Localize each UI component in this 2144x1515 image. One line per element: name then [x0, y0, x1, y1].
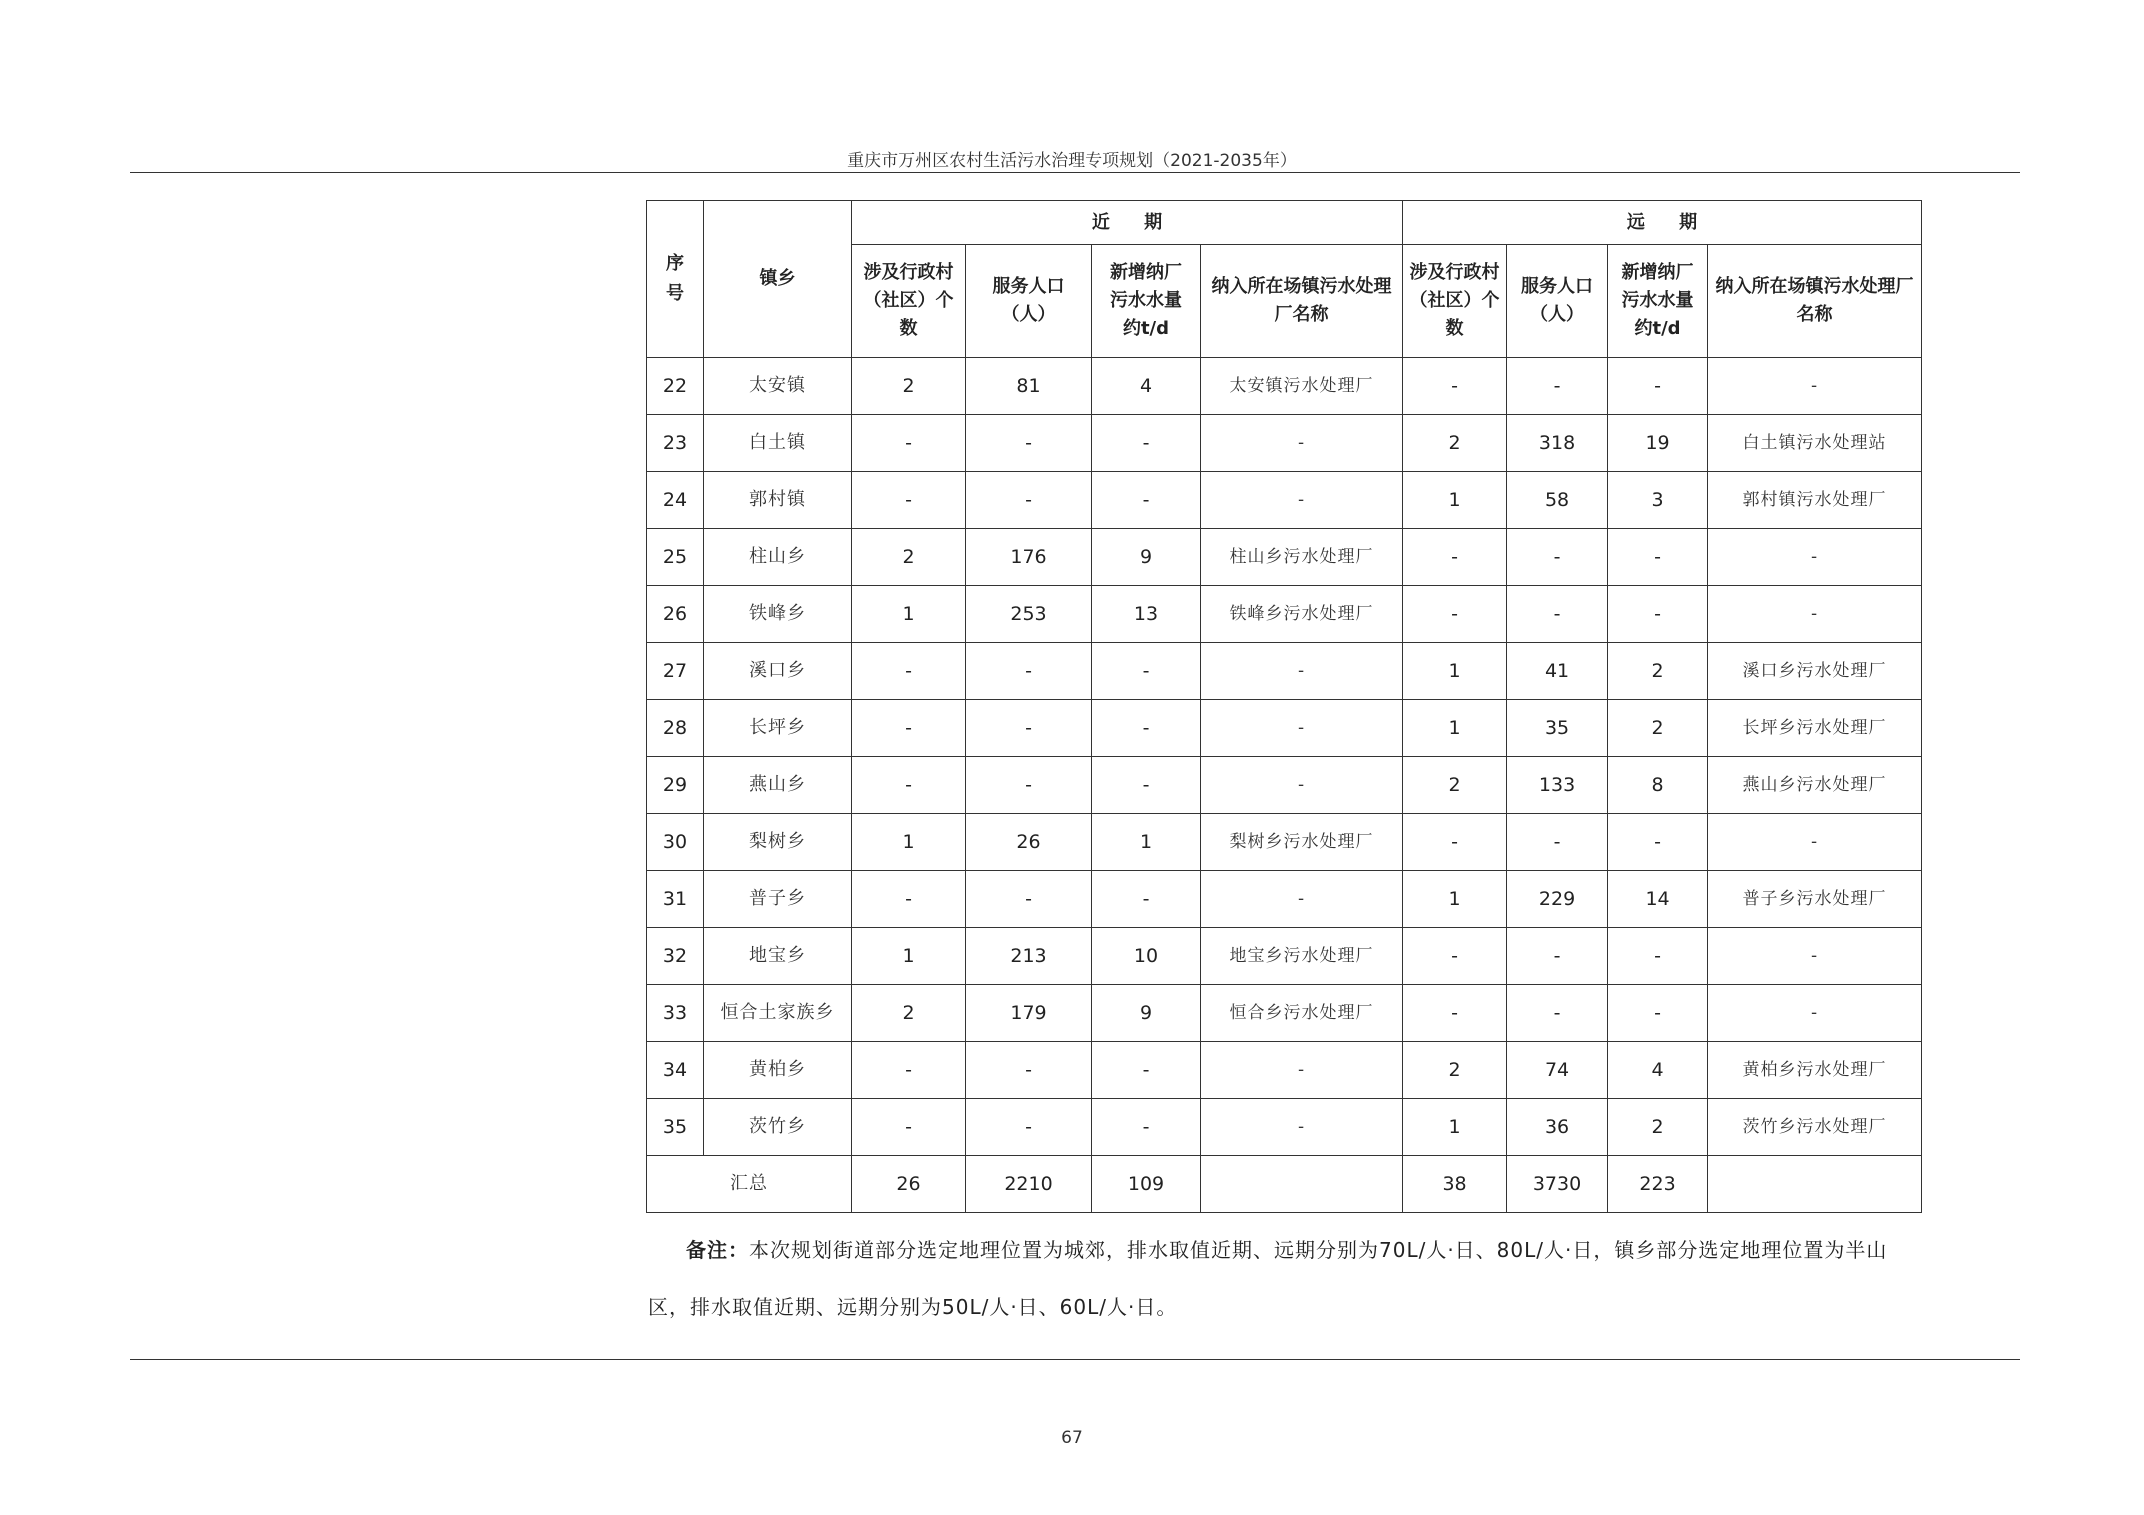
cell-far-villages: -: [1403, 529, 1507, 586]
summary-far-population: 3730: [1507, 1156, 1608, 1213]
document-header-title: 重庆市万州区农村生活污水治理专项规划（2021-2035年）: [847, 151, 1297, 171]
cell-near-villages: -: [852, 871, 966, 928]
cell-far-plant: -: [1708, 358, 1922, 415]
cell-far-plant: 郭村镇污水处理厂: [1708, 472, 1922, 529]
cell-near-water: -: [1092, 643, 1201, 700]
table-row: [647, 757, 1922, 814]
cell-near-plant: -: [1201, 472, 1403, 529]
cell-far-water: -: [1608, 529, 1708, 586]
cell-near-water: 9: [1092, 985, 1201, 1042]
cell-near-plant: -: [1201, 643, 1403, 700]
cell-near-population: -: [966, 757, 1092, 814]
cell-near-villages: -: [852, 643, 966, 700]
table-note: [648, 1222, 1918, 1336]
cell-near-villages: -: [852, 472, 966, 529]
note-label: 备注：: [686, 1238, 749, 1262]
cell-seq: 23: [647, 415, 704, 472]
cell-near-villages: -: [852, 415, 966, 472]
cell-near-plant: 恒合乡污水处理厂: [1201, 985, 1403, 1042]
table-row: [647, 985, 1922, 1042]
summary-far-water: 223: [1608, 1156, 1708, 1213]
cell-far-population: 318: [1507, 415, 1608, 472]
cell-town: 溪口乡: [704, 643, 852, 700]
cell-far-plant: 茨竹乡污水处理厂: [1708, 1099, 1922, 1156]
cell-seq: 35: [647, 1099, 704, 1156]
note-line-2: 区，排水取值近期、远期分别为50L/人·日、60L/人·日。: [648, 1295, 1178, 1319]
cell-near-population: -: [966, 643, 1092, 700]
cell-far-plant: -: [1708, 529, 1922, 586]
cell-far-villages: 1: [1403, 700, 1507, 757]
cell-far-population: -: [1507, 985, 1608, 1042]
col-header-far-plant: 纳入所在场镇污水处理厂名称: [1708, 245, 1922, 358]
cell-near-population: -: [966, 1099, 1092, 1156]
cell-seq: 24: [647, 472, 704, 529]
page-number: 67: [1061, 1428, 1083, 1448]
cell-near-water: -: [1092, 1042, 1201, 1099]
cell-near-plant: 柱山乡污水处理厂: [1201, 529, 1403, 586]
cell-far-villages: -: [1403, 358, 1507, 415]
summary-far-plant: [1708, 1156, 1922, 1213]
col-header-near-water: 新增纳厂污水水量约t/d: [1092, 245, 1201, 358]
cell-far-water: 19: [1608, 415, 1708, 472]
cell-far-villages: -: [1403, 928, 1507, 985]
cell-far-population: 58: [1507, 472, 1608, 529]
col-header-near-population: 服务人口（人）: [966, 245, 1092, 358]
cell-near-villages: 2: [852, 529, 966, 586]
cell-town: 恒合土家族乡: [704, 985, 852, 1042]
cell-near-villages: -: [852, 757, 966, 814]
cell-town: 铁峰乡: [704, 586, 852, 643]
col-header-far-villages: 涉及行政村（社区）个数: [1403, 245, 1507, 358]
summary-far-villages: 38: [1403, 1156, 1507, 1213]
cell-town: 长坪乡: [704, 700, 852, 757]
cell-far-population: -: [1507, 928, 1608, 985]
cell-far-population: -: [1507, 586, 1608, 643]
cell-town: 白土镇: [704, 415, 852, 472]
cell-far-water: -: [1608, 985, 1708, 1042]
cell-far-water: 4: [1608, 1042, 1708, 1099]
cell-far-population: 35: [1507, 700, 1608, 757]
cell-far-population: 229: [1507, 871, 1608, 928]
cell-far-population: 133: [1507, 757, 1608, 814]
cell-near-water: 9: [1092, 529, 1201, 586]
cell-far-villages: -: [1403, 985, 1507, 1042]
col-header-town: 镇乡: [704, 201, 852, 358]
cell-town: 普子乡: [704, 871, 852, 928]
cell-seq: 32: [647, 928, 704, 985]
note-line-1: 本次规划街道部分选定地理位置为城郊，排水取值近期、远期分别为70L/人·日、80L/人·日，镇乡部分选定地理位置为半山: [749, 1238, 1888, 1262]
cell-near-water: -: [1092, 1099, 1201, 1156]
cell-far-villages: 2: [1403, 757, 1507, 814]
cell-near-water: -: [1092, 700, 1201, 757]
cell-far-plant: 白土镇污水处理站: [1708, 415, 1922, 472]
table-row: [647, 586, 1922, 643]
cell-near-plant: -: [1201, 415, 1403, 472]
cell-near-villages: 1: [852, 586, 966, 643]
cell-far-plant: 燕山乡污水处理厂: [1708, 757, 1922, 814]
cell-far-population: -: [1507, 529, 1608, 586]
cell-far-villages: 1: [1403, 1099, 1507, 1156]
table-row: [647, 358, 1922, 415]
cell-far-villages: 2: [1403, 1042, 1507, 1099]
cell-town: 燕山乡: [704, 757, 852, 814]
cell-near-villages: 2: [852, 358, 966, 415]
cell-near-population: -: [966, 1042, 1092, 1099]
cell-town: 梨树乡: [704, 814, 852, 871]
cell-far-water: 2: [1608, 1099, 1708, 1156]
cell-far-villages: -: [1403, 814, 1507, 871]
cell-near-plant: -: [1201, 757, 1403, 814]
cell-far-plant: 黄柏乡污水处理厂: [1708, 1042, 1922, 1099]
cell-far-plant: 长坪乡污水处理厂: [1708, 700, 1922, 757]
cell-far-water: 8: [1608, 757, 1708, 814]
cell-near-water: -: [1092, 757, 1201, 814]
col-header-near-villages: 涉及行政村（社区）个数: [852, 245, 966, 358]
cell-town: 茨竹乡: [704, 1099, 852, 1156]
cell-far-water: -: [1608, 358, 1708, 415]
cell-near-population: 81: [966, 358, 1092, 415]
cell-near-water: 1: [1092, 814, 1201, 871]
cell-far-plant: -: [1708, 928, 1922, 985]
cell-far-water: 14: [1608, 871, 1708, 928]
col-header-far-water: 新增纳厂污水水量约t/d: [1608, 245, 1708, 358]
summary-near-water: 109: [1092, 1156, 1201, 1213]
cell-near-villages: 1: [852, 814, 966, 871]
cell-near-plant: -: [1201, 1042, 1403, 1099]
cell-town: 柱山乡: [704, 529, 852, 586]
cell-far-villages: 1: [1403, 643, 1507, 700]
col-header-seq: 序号: [647, 201, 704, 358]
cell-near-population: -: [966, 871, 1092, 928]
cell-far-plant: 溪口乡污水处理厂: [1708, 643, 1922, 700]
cell-near-villages: 2: [852, 985, 966, 1042]
summary-row: [647, 1156, 1922, 1213]
table-row: [647, 928, 1922, 985]
cell-near-plant: -: [1201, 700, 1403, 757]
col-header-far-population: 服务人口（人）: [1507, 245, 1608, 358]
cell-town: 地宝乡: [704, 928, 852, 985]
cell-far-plant: -: [1708, 586, 1922, 643]
table-row: [647, 1042, 1922, 1099]
cell-near-villages: -: [852, 700, 966, 757]
table-row: [647, 871, 1922, 928]
cell-far-water: -: [1608, 814, 1708, 871]
cell-far-population: -: [1507, 358, 1608, 415]
cell-near-population: 253: [966, 586, 1092, 643]
cell-near-population: -: [966, 700, 1092, 757]
cell-far-population: -: [1507, 814, 1608, 871]
cell-near-villages: 1: [852, 928, 966, 985]
cell-far-water: -: [1608, 586, 1708, 643]
cell-near-plant: 铁峰乡污水处理厂: [1201, 586, 1403, 643]
cell-far-population: 36: [1507, 1099, 1608, 1156]
cell-seq: 25: [647, 529, 704, 586]
group-header-long-term: 远 期: [1403, 201, 1922, 245]
cell-far-water: 2: [1608, 700, 1708, 757]
summary-near-plant: [1201, 1156, 1403, 1213]
cell-near-population: 176: [966, 529, 1092, 586]
cell-far-plant: -: [1708, 985, 1922, 1042]
cell-near-population: -: [966, 415, 1092, 472]
cell-near-water: 13: [1092, 586, 1201, 643]
cell-town: 太安镇: [704, 358, 852, 415]
header-rule: [130, 172, 2020, 173]
cell-town: 郭村镇: [704, 472, 852, 529]
cell-near-population: 26: [966, 814, 1092, 871]
table-row: [647, 472, 1922, 529]
cell-far-water: 3: [1608, 472, 1708, 529]
cell-near-water: -: [1092, 871, 1201, 928]
group-header-near-term: 近 期: [852, 201, 1403, 245]
cell-near-villages: -: [852, 1042, 966, 1099]
cell-seq: 33: [647, 985, 704, 1042]
cell-far-plant: 普子乡污水处理厂: [1708, 871, 1922, 928]
sewage-plan-table: [646, 200, 1922, 1213]
cell-seq: 28: [647, 700, 704, 757]
cell-near-water: 10: [1092, 928, 1201, 985]
cell-near-plant: -: [1201, 871, 1403, 928]
cell-seq: 26: [647, 586, 704, 643]
cell-town: 黄柏乡: [704, 1042, 852, 1099]
cell-seq: 29: [647, 757, 704, 814]
summary-label: 汇总: [647, 1156, 852, 1213]
cell-seq: 31: [647, 871, 704, 928]
cell-far-villages: 2: [1403, 415, 1507, 472]
cell-near-population: 213: [966, 928, 1092, 985]
cell-far-water: 2: [1608, 643, 1708, 700]
table-row: [647, 814, 1922, 871]
cell-seq: 22: [647, 358, 704, 415]
table-row: [647, 415, 1922, 472]
cell-far-water: -: [1608, 928, 1708, 985]
cell-near-plant: 太安镇污水处理厂: [1201, 358, 1403, 415]
cell-near-plant: 地宝乡污水处理厂: [1201, 928, 1403, 985]
table-body: [647, 358, 1922, 1156]
cell-seq: 34: [647, 1042, 704, 1099]
table-row: [647, 529, 1922, 586]
cell-far-population: 74: [1507, 1042, 1608, 1099]
footer-rule: [130, 1359, 2020, 1360]
cell-near-villages: -: [852, 1099, 966, 1156]
cell-far-villages: 1: [1403, 871, 1507, 928]
table-row: [647, 1099, 1922, 1156]
col-header-near-plant: 纳入所在场镇污水处理厂名称: [1201, 245, 1403, 358]
summary-near-villages: 26: [852, 1156, 966, 1213]
cell-far-population: 41: [1507, 643, 1608, 700]
cell-far-villages: 1: [1403, 472, 1507, 529]
table-row: [647, 700, 1922, 757]
table-row: [647, 643, 1922, 700]
cell-near-water: 4: [1092, 358, 1201, 415]
cell-near-plant: -: [1201, 1099, 1403, 1156]
cell-near-water: -: [1092, 415, 1201, 472]
summary-near-population: 2210: [966, 1156, 1092, 1213]
cell-near-population: 179: [966, 985, 1092, 1042]
cell-near-plant: 梨树乡污水处理厂: [1201, 814, 1403, 871]
cell-far-plant: -: [1708, 814, 1922, 871]
cell-seq: 27: [647, 643, 704, 700]
cell-near-population: -: [966, 472, 1092, 529]
cell-near-water: -: [1092, 472, 1201, 529]
cell-far-villages: -: [1403, 586, 1507, 643]
cell-seq: 30: [647, 814, 704, 871]
